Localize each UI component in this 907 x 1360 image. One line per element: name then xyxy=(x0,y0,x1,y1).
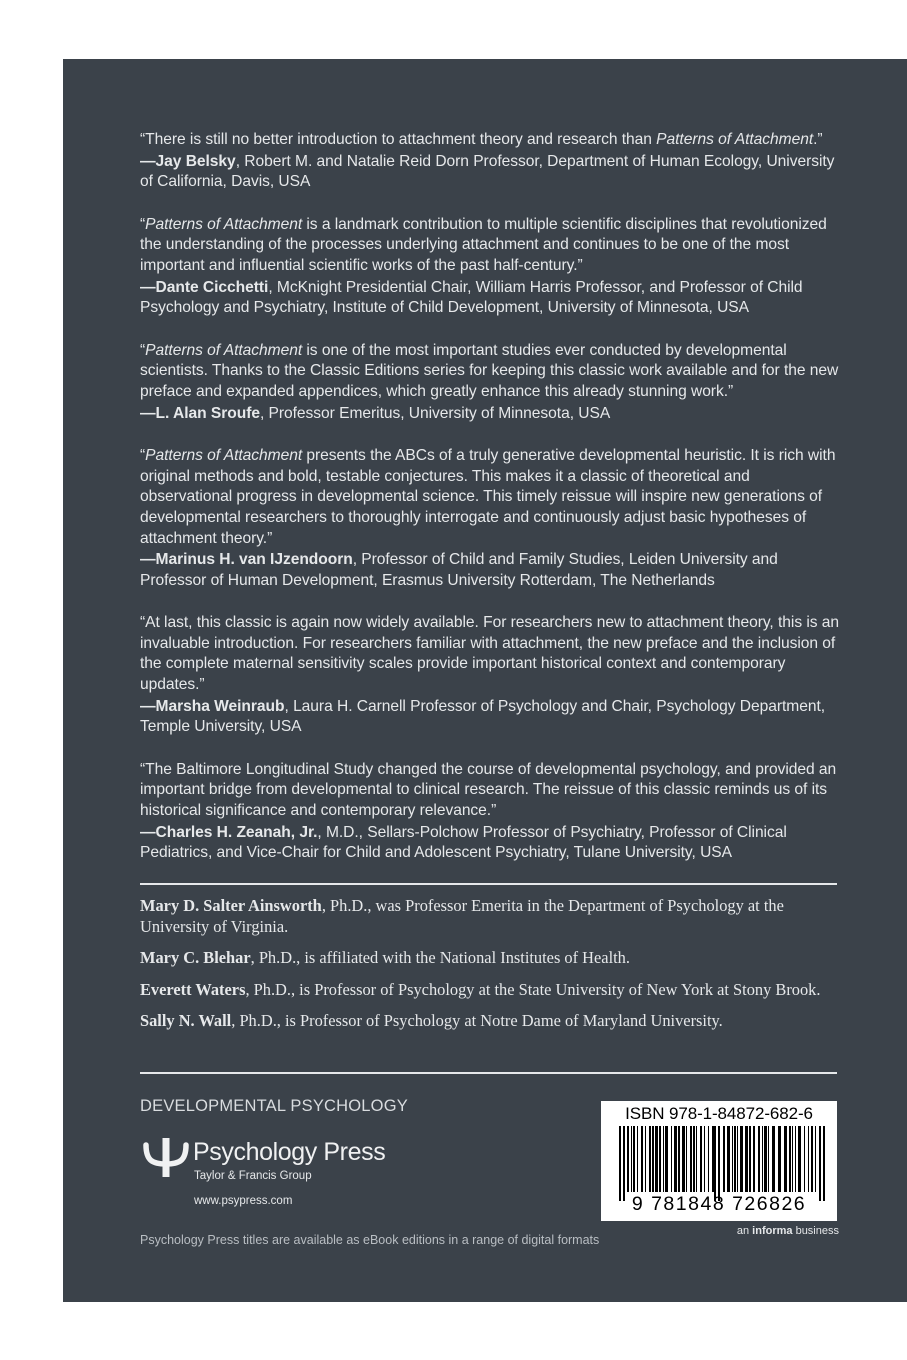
endorser-affiliation: , Robert M. and Natalie Reid Dorn Professor, Department of Human Ecology, University of California, Davis, USA xyxy=(140,152,835,191)
informa-brand: informa xyxy=(752,1225,793,1237)
publisher-logo xyxy=(143,1137,403,1182)
barcode-guard-bar xyxy=(714,1126,716,1201)
barcode-bar xyxy=(655,1126,658,1192)
barcode-bar xyxy=(712,1126,714,1192)
publisher-name: Psychology Press xyxy=(193,1138,386,1166)
endorser-name: —Charles H. Zeanah, Jr. xyxy=(140,823,318,841)
isbn-label: ISBN 978-1-84872-682-6 xyxy=(625,1104,813,1123)
quote-text: “The Baltimore Longitudinal Study changed the course of developmental psychology, and provided an important bridge from developmental to clinical research. The reissue of this classic reminds us of its historical significance and contemporary relevance.” xyxy=(140,760,837,820)
endorsement-quote xyxy=(140,446,842,591)
series-label: DEVELOPMENTAL PSYCHOLOGY xyxy=(140,1097,408,1115)
barcode-guard-bar xyxy=(623,1126,625,1201)
barcode-bar xyxy=(690,1126,692,1192)
barcode-bar xyxy=(784,1126,787,1192)
barcode-bar xyxy=(789,1126,791,1192)
author-bios xyxy=(140,896,845,1043)
barcode-bar xyxy=(652,1126,654,1192)
endorser-name: —Marinus H. van IJzendoorn xyxy=(140,551,353,569)
author-bio: Mary C. Blehar, Ph.D., is affiliated with the National Institutes of Health. xyxy=(140,948,630,967)
endorser-affiliation: , Laura H. Carnell Professor of Psychology and Chair, Psychology Department, Temple University, USA xyxy=(140,697,826,736)
author-name: Everett Waters xyxy=(140,979,246,999)
author-bio: Everett Waters, Ph.D., is Professor of Psychology at the State University of New York at Stony Brook. xyxy=(140,979,821,999)
barcode-bar xyxy=(671,1126,672,1192)
barcode-bar xyxy=(631,1126,632,1192)
quote-attribution xyxy=(140,152,842,193)
quote-text: “Patterns of Attachment is one of the most important studies ever conducted by developmental scientists. Thanks to the Classic Editions series for keeping this classic work available and for the new preface and expanded appendices, which greatly enhance this already stunning work.” xyxy=(140,341,839,400)
endorsements xyxy=(140,130,842,886)
barcode-bar xyxy=(659,1126,661,1192)
barcode-bar xyxy=(723,1126,725,1192)
endorsement-quote xyxy=(140,613,842,738)
barcode-bar xyxy=(808,1126,809,1192)
barcode-bar xyxy=(798,1126,801,1192)
barcode-bar xyxy=(682,1126,685,1192)
barcode-bar xyxy=(645,1126,646,1192)
endorser-name: —Marsha Weinraub xyxy=(140,697,285,715)
barcode-bar xyxy=(633,1126,635,1192)
barcode-bar xyxy=(678,1126,680,1192)
barcode-bars xyxy=(605,1126,833,1201)
barcode-bar xyxy=(663,1126,664,1192)
barcode-bar xyxy=(627,1126,629,1192)
endorser-name: —Dante Cicchetti xyxy=(140,278,269,296)
endorser-name: —L. Alan Sroufe xyxy=(140,404,260,422)
psi-icon xyxy=(143,1137,189,1177)
endorser-affiliation: , McKnight Presidential Chair, William Harris Professor, and Professor of Child Psychology and Psychiatry, Institute of Child Development, University of Minnesota, USA xyxy=(140,278,803,317)
barcode-bar xyxy=(665,1126,668,1192)
barcode-bar xyxy=(649,1126,651,1192)
barcode-bar xyxy=(696,1126,697,1192)
endorser-affiliation: , M.D., Sellars-Polchow Professor of Psychiatry, Professor of Clinical Pediatrics, and Vice-Chair for Child and Adolescent Psychiatry, Tulane University, USA xyxy=(140,823,787,862)
book-title: Patterns of Attachment xyxy=(145,341,303,359)
endorsement-quote xyxy=(140,341,842,424)
barcode-bar xyxy=(745,1126,748,1192)
quote-attribution xyxy=(140,823,842,864)
endorser-affiliation: , Professor Emeritus, University of Minnesota, USA xyxy=(259,404,611,422)
barcode-bar xyxy=(737,1126,738,1192)
barcode-bar xyxy=(641,1126,643,1192)
publisher-group: Taylor & Francis Group xyxy=(194,1170,312,1182)
barcode-bar xyxy=(700,1126,702,1192)
author-name: Mary C. Blehar xyxy=(140,948,251,967)
barcode-bar xyxy=(804,1126,805,1192)
barcode-bar xyxy=(693,1126,695,1192)
ebook-note: Psychology Press titles are available as eBook editions in a range of digital formats xyxy=(140,1233,600,1247)
author-name: Mary D. Salter Ainsworth xyxy=(140,896,322,915)
barcode-bar xyxy=(778,1126,781,1192)
barcode-bar xyxy=(768,1126,769,1192)
quote-text: “There is still no better introduction to attachment theory and research than Patterns of Attachment.” xyxy=(140,131,823,148)
barcode-bar xyxy=(815,1126,816,1192)
barcode-bar xyxy=(732,1126,733,1192)
barcode-bar xyxy=(762,1126,763,1192)
quote-text: “Patterns of Attachment presents the ABCs of a truly generative developmental heuristic. It is rich with original methods and bold, testable conjectures. This makes it a classic of theoretical and observational progress in developmental science. This timely reissue will inspire new generations of developmental researchers to thoroughly interrogate and continuously adjust basic hypotheses of attachment theory.” xyxy=(140,447,836,547)
endorsement-quote xyxy=(140,760,842,864)
barcode-bar xyxy=(704,1126,705,1192)
barcode-bar xyxy=(686,1126,687,1192)
book-title: Patterns of Attachment xyxy=(145,447,303,465)
author-bio: Sally N. Wall, Ph.D., is Professor of Psychology at Notre Dame of Maryland University. xyxy=(140,1011,723,1030)
author-bio: Mary D. Salter Ainsworth, Ph.D., was Professor Emerita in the Department of Psychology at the University of Virginia. xyxy=(140,896,784,936)
barcode-guard-bar xyxy=(819,1126,821,1201)
barcode-bar xyxy=(764,1126,767,1192)
quote-attribution xyxy=(140,697,842,738)
author-name: Sally N. Wall xyxy=(140,1011,232,1030)
isbn-digits: 9 781848 726826 xyxy=(631,1193,807,1215)
barcode-bar xyxy=(740,1126,743,1192)
publisher-website[interactable]: www.psypress.com xyxy=(194,1195,293,1207)
informa-tagline: an informa business xyxy=(736,1225,839,1237)
barcode-bar xyxy=(637,1126,638,1192)
barcode-bar xyxy=(674,1126,677,1192)
barcode-bar xyxy=(708,1126,709,1192)
barcode-bar xyxy=(795,1126,796,1192)
quote-attribution xyxy=(140,550,842,591)
isbn-barcode xyxy=(601,1101,837,1221)
barcode-bar xyxy=(749,1126,751,1192)
back-cover xyxy=(63,59,907,1302)
divider xyxy=(140,883,837,885)
endorser-affiliation: , Professor of Child and Family Studies, Leiden University and Professor of Human Development, Erasmus University Rotterdam, The Netherlands xyxy=(140,551,778,589)
barcode-bar xyxy=(727,1126,730,1192)
endorsement-quote xyxy=(140,130,842,193)
endorser-name: —Jay Belsky xyxy=(140,152,236,170)
quote-attribution xyxy=(140,278,842,319)
barcode-guard-bar xyxy=(718,1126,720,1201)
barcode-bar xyxy=(734,1126,736,1192)
barcode-bar xyxy=(772,1126,775,1192)
divider xyxy=(140,1072,837,1074)
barcode-guard-bar xyxy=(823,1126,825,1201)
quote-attribution xyxy=(140,404,842,425)
barcode-bar xyxy=(753,1126,755,1192)
barcode-bar xyxy=(758,1126,760,1192)
barcode-guard-bar xyxy=(619,1126,621,1201)
quote-text: “Patterns of Attachment is a landmark contribution to multiple scientific disciplines that revolutionized the understanding of the processes underlying attachment and continues to be one of the most important and influential scientific works of the past half-century.” xyxy=(140,215,827,274)
endorsement-quote xyxy=(140,215,842,319)
barcode-bar xyxy=(792,1126,793,1192)
book-title: Patterns of Attachment xyxy=(145,215,303,233)
quote-text: “At last, this classic is again now widely available. For researchers new to attachment theory, this is an invaluable introduction. For researchers familiar with attachment, the new preface and the inclusion of the complete maternal sensitivity scales provide important historical context and contemporary updates.” xyxy=(140,614,840,694)
barcode-bar xyxy=(811,1126,813,1192)
book-title: Patterns of Attachment xyxy=(656,131,814,148)
